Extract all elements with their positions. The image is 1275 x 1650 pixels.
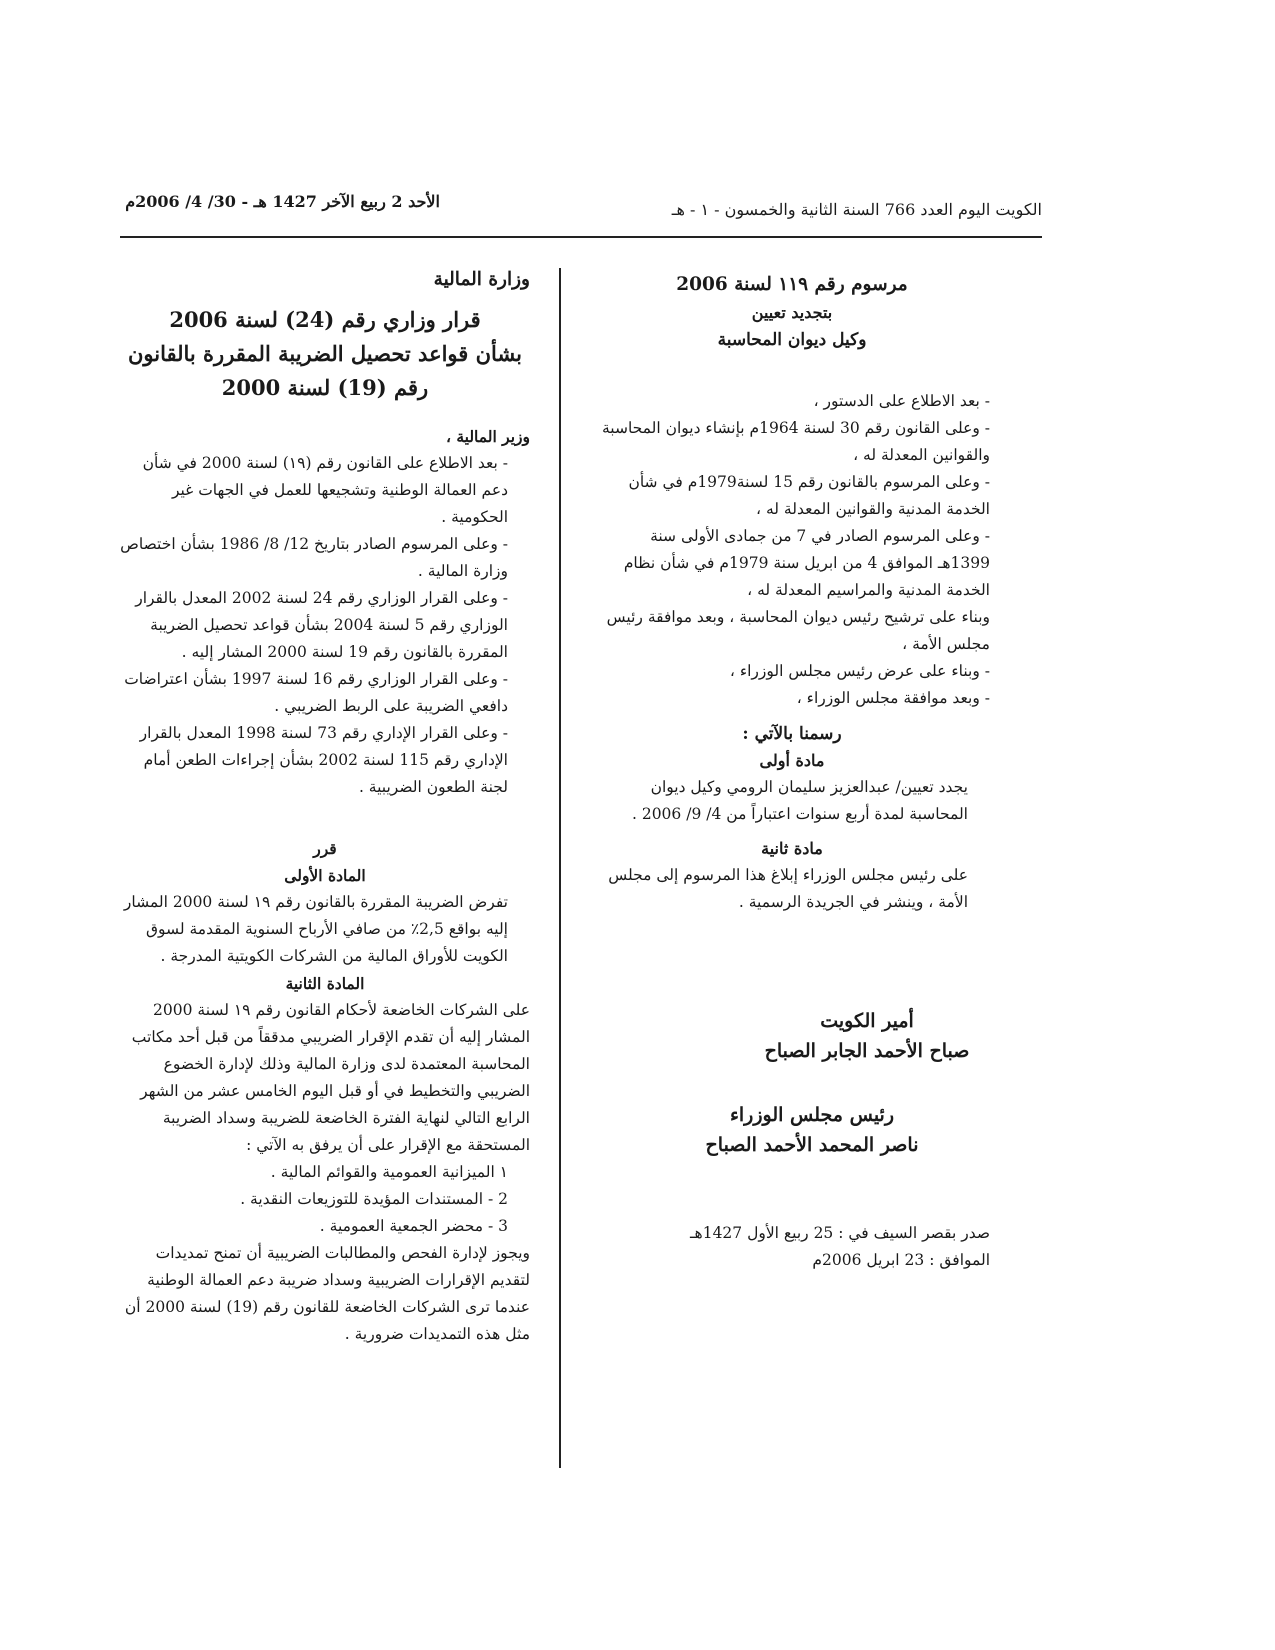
decree-preamble bbox=[594, 388, 990, 712]
list-item: ١ الميزانية العمومية والقوائم المالية . bbox=[270, 1163, 508, 1181]
article-1-text: يجدد تعيين/ عبدالعزيز سليمان الرومي وكيل ديوان المحاسبة لمدة أربع سنوات اعتباراً من 4/ 9/ 2006 . bbox=[631, 778, 968, 823]
emir-title: أمير الكويت bbox=[820, 1010, 914, 1032]
preamble-item: - وعلى المرسوم الصادر بتاريخ 12/ 8/ 1986 بشأن اختصاص وزارة المالية . bbox=[120, 535, 508, 580]
preamble-item: - وعلى المرسوم بالقانون رقم 15 لسنة1979م في شأن الخدمة المدنية والقوانين المعدلة له ، bbox=[628, 473, 990, 518]
preamble-item: - وعلى القانون رقم 30 لسنة 1964م بإنشاء ديوان المحاسبة والقوانين المعدلة له ، bbox=[601, 419, 990, 464]
preamble-item: - وعلى القرار الإداري رقم 73 لسنة 1998 المعدل بالقرار الإداري رقم 115 لسنة 2002 بشأن إجراءات الطعن أمام لجنة الطعون الضريبية . bbox=[139, 724, 508, 796]
ministry-column bbox=[120, 265, 530, 1348]
decree-decreed: رسمنا بالآتي : bbox=[742, 724, 842, 744]
issued-info bbox=[594, 1220, 990, 1274]
resolution-subject: بشأن قواعد تحصيل الضريبة المقررة بالقانون bbox=[127, 341, 523, 366]
resolution-preamble bbox=[120, 450, 530, 801]
article-2-title: مادة ثانية bbox=[761, 839, 823, 858]
preamble-item: - وعلى القرار الوزاري رقم 24 لسنة 2002 المعدل بالقرار الوزاري رقم 5 لسنة 2004 بشأن قواعد تحصيل الضريبة المقررة بالقانون رقم 19 لسنة 2000 المشار إليه . bbox=[135, 589, 508, 661]
resolution-law-ref: رقم (19) لسنة 2000 bbox=[221, 375, 429, 400]
article-2-text: على رئيس مجلس الوزراء إبلاغ هذا المرسوم إلى مجلس الأمة ، وينشر في الجريدة الرسمية . bbox=[608, 866, 968, 911]
decree-column bbox=[594, 270, 990, 1274]
preamble-item: - بعد الاطلاع على الدستور ، bbox=[813, 392, 990, 410]
header-rule bbox=[120, 236, 1042, 238]
decree-subtitle-2: وكيل ديوان المحاسبة bbox=[717, 330, 867, 350]
header-date: الأحد 2 ربيع الآخر 1427 هـ - 30/ 4/ 2006م bbox=[125, 192, 440, 211]
extension-clause: ويجوز لإدارة الفحص والمطالبات الضريبية أن تمنح تمديدات لتقديم الإقرارات الضريبية وسداد ضريبة دعم العمالة الوطنية عندما ترى الشركات الخاضعة للقانون رقم (19) لسنة 2000 أن مثل هذه التمديدات ضرورية . bbox=[124, 1244, 530, 1343]
issued-line-2: الموافق : 23 ابريل 2006م bbox=[812, 1251, 990, 1269]
resolution-title: قرار وزاري رقم (24) لسنة 2006 bbox=[169, 307, 481, 332]
decree-title: مرسوم رقم ١١٩ لسنة 2006 bbox=[676, 274, 908, 295]
article-1-body: تفرض الضريبة المقررة بالقانون رقم ١٩ لسنة 2000 المشار إليه بواقع 2,5٪ من صافي الأرباح السنوية المقدمة لسوق الكويت للأوراق المالية من الشركات الكويتية المدرجة . bbox=[123, 893, 508, 965]
column-divider bbox=[559, 268, 561, 1468]
article-2-heading: المادة الثانية bbox=[285, 974, 365, 993]
pm-name: ناصر المحمد الأحمد الصباح bbox=[705, 1134, 919, 1156]
list-item: 2 - المستندات المؤيدة للتوزيعات النقدية . bbox=[240, 1190, 508, 1208]
issued-line-1: صدر بقصر السيف في : 25 ربيع الأول 1427هـ bbox=[689, 1224, 990, 1242]
header-issue-info: الكويت اليوم العدد 766 السنة الثانية والخمسون - ١ - هـ bbox=[671, 200, 1042, 219]
article-2-body: على الشركات الخاضعة لأحكام القانون رقم ١٩ لسنة 2000 المشار إليه أن تقدم الإقرار الضريبي مدققاً من قبل أحد مكاتب المحاسبة المعتمدة لدى وزارة المالية وذلك لإدارة الخضوع الضريبي والتخطيط في أو قبل اليوم الخامس عشر من الشهر الرابع التالي لنهاية الفترة الخاضعة للضريبة وسداد الضريبة المستحقة مع الإقرار على أن يرفق به الآتي : bbox=[131, 1001, 530, 1154]
article-1-title: مادة أولى bbox=[759, 751, 825, 770]
preamble-item: - وبناء على عرض رئيس مجلس الوزراء ، bbox=[729, 662, 990, 680]
minister-line: وزير المالية ، bbox=[445, 427, 530, 446]
preamble-item: وبناء على ترشيح رئيس ديوان المحاسبة ، وبعد موافقة رئيس مجلس الأمة ، bbox=[606, 608, 990, 653]
emir-name: صباح الأحمد الجابر الصباح bbox=[764, 1040, 970, 1062]
article-1-heading: المادة الأولى bbox=[284, 866, 366, 885]
preamble-item: - بعد الاطلاع على القانون رقم (١٩) لسنة 2000 في شأن دعم العمالة الوطنية وتشجيعها للعمل في الجهات غير الحكومية . bbox=[142, 454, 508, 526]
emir-signature bbox=[594, 1006, 990, 1066]
ministry-name: وزارة المالية bbox=[433, 269, 530, 290]
decided-heading: قرر bbox=[313, 839, 337, 858]
preamble-item: - وبعد موافقة مجلس الوزراء ، bbox=[796, 689, 990, 707]
preamble-item: - وعلى القرار الوزاري رقم 16 لسنة 1997 بشأن اعتراضات دافعي الضريبة على الربط الضريبي . bbox=[124, 670, 508, 715]
pm-signature bbox=[594, 1100, 990, 1160]
decree-subtitle-1: بتجديد تعيين bbox=[751, 303, 833, 322]
pm-title: رئيس مجلس الوزراء bbox=[729, 1104, 895, 1126]
attachments-list bbox=[120, 1159, 530, 1240]
preamble-item: - وعلى المرسوم الصادر في 7 من جمادى الأولى سنة 1399هـ الموافق 4 من ابريل سنة 1979م في شأن نظام الخدمة المدنية والمراسيم المعدلة له ، bbox=[623, 527, 990, 599]
list-item: 3 - محضر الجمعية العمومية . bbox=[319, 1217, 508, 1235]
